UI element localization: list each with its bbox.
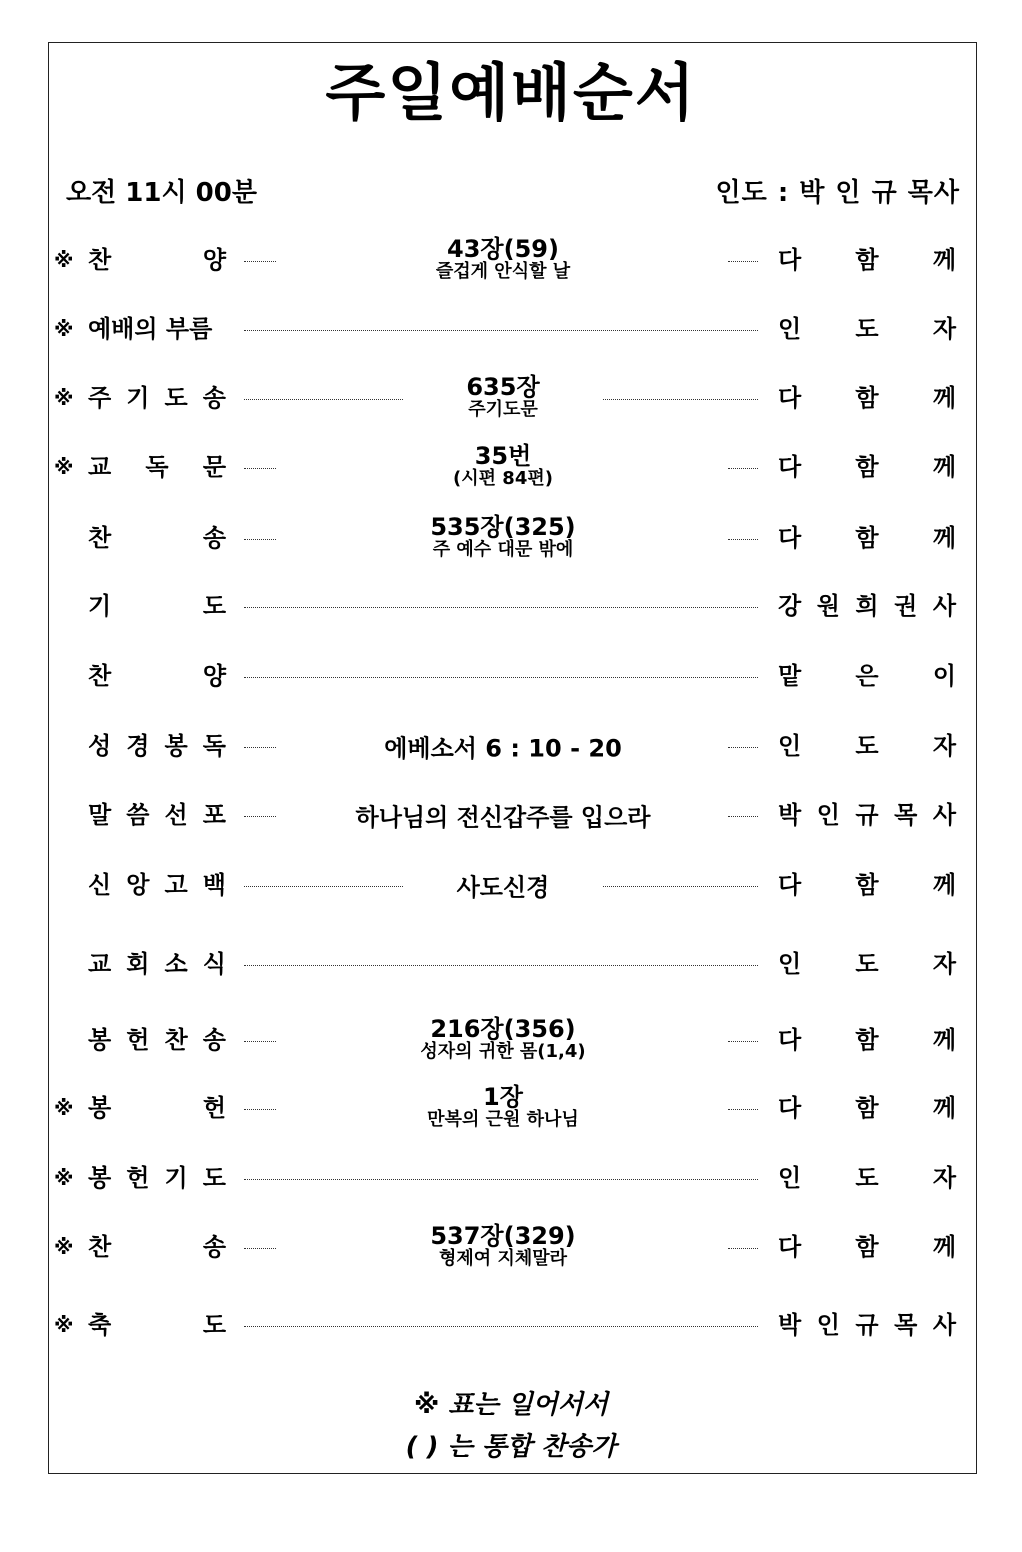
row-content [427,1085,579,1131]
leader-dots-left [244,539,276,540]
row-label-char: 헌 [126,1026,150,1054]
row-person-char: 목 [894,1311,918,1339]
row-person-char: 은 [855,662,879,690]
row-person [778,664,956,688]
leader-dots-right [728,816,758,817]
row-label-char: 헌 [126,1164,150,1192]
row-label-char: 축 [88,1311,112,1339]
row-content [356,798,651,833]
leader-dots-left [244,1041,276,1042]
row-person [778,317,956,341]
row-person [778,594,956,618]
row-label-char: 씀 [126,801,150,829]
row-label-char: 백 [202,871,226,899]
row-label-char: 찬 [88,246,112,274]
row-person-char: 다 [778,1233,802,1261]
row-label [88,952,226,976]
standing-mark: ※ [54,455,74,479]
row-label-char: 도 [202,592,226,620]
row-content-sub: 즐겁게 안식할 날 [435,261,571,283]
row-person-char: 맡 [778,662,802,690]
standing-mark: ※ [54,1313,74,1337]
row-person [778,1028,956,1052]
leader-dots-right [728,1041,758,1042]
row-person-char: 자 [932,315,956,343]
leader-dots-right [728,261,758,262]
row-content [436,237,570,283]
row-label [88,248,226,272]
row-label-char: 고 [164,871,188,899]
row-label-char: 봉 [88,1164,112,1192]
row-content-main: 216장(356) [430,1015,576,1044]
leader-dots-left [244,747,276,748]
row-person-char: 박 [778,801,802,829]
row-person-char: 다 [778,524,802,552]
row-content [420,1017,585,1063]
row-content-main: 537장(329) [430,1222,576,1251]
row-person-char: 사 [932,592,956,620]
row-person-char: 도 [855,1164,879,1192]
row-label-char: 도 [164,384,188,412]
row-person [778,1313,956,1337]
row-person [778,873,956,897]
row-content-main: 사도신경 [456,873,550,902]
leader-dots-right [603,399,758,400]
row-label-char: 교 [88,950,112,978]
row-person-char: 함 [855,453,879,481]
row-label-char: 봉 [164,732,188,760]
standing-mark: ※ [54,248,74,272]
leader-dots-left [244,399,403,400]
row-person-char: 함 [855,871,879,899]
row-label-char: 양 [202,246,226,274]
row-person-char: 규 [855,1311,879,1339]
row-person-char: 원 [816,592,840,620]
standing-mark: ※ [54,1235,74,1259]
row-label [88,873,226,897]
row-person [778,803,956,827]
row-person-char: 강 [778,592,802,620]
row-person-char: 께 [932,384,956,412]
row-label-char: 기 [88,592,112,620]
row-label-char: 송 [202,1233,226,1261]
row-label [88,594,226,618]
standing-mark: ※ [54,1166,74,1190]
row-person-char: 도 [855,950,879,978]
row-person [778,952,956,976]
leader-dots-right [728,1109,758,1110]
row-label-char: 소 [164,950,188,978]
row-person-char: 인 [816,1311,840,1339]
row-person-char: 인 [778,950,802,978]
row-person-char: 께 [932,1233,956,1261]
row-person [778,1235,956,1259]
leader-dots-left [244,1109,276,1110]
row-label-char: 말 [88,801,112,829]
row-content [466,375,539,421]
row-person [778,248,956,272]
row-label-char: 송 [202,1026,226,1054]
row-person-char: 함 [855,246,879,274]
row-label [88,1313,226,1337]
standing-mark: ※ [54,317,74,341]
footer-hymnal-note: ( ) 는 통합 찬송가 [405,1432,617,1462]
leader-dots-right [728,468,758,469]
row-person-char: 함 [855,1233,879,1261]
row-person [778,734,956,758]
row-label [88,1096,226,1120]
row-content-sub: 주 예수 대문 밖에 [432,539,574,561]
row-label [88,386,226,410]
row-content-main: 에베소서 6 : 10 - 20 [384,734,622,763]
row-person-char: 사 [932,1311,956,1339]
row-person-char: 인 [778,1164,802,1192]
row-person [778,386,956,410]
row-label-char: 봉 [88,1026,112,1054]
row-person [778,455,956,479]
row-label-char: 양 [202,662,226,690]
row-label [88,455,226,479]
row-label-char: 신 [88,871,112,899]
row-label-char: 독 [202,732,226,760]
row-label-char: 찬 [88,1233,112,1261]
row-label [88,734,226,758]
footer-standing-note: ※ 표는 일어서서 [413,1390,609,1420]
row-person-char: 권 [894,592,918,620]
row-content-sub: 만복의 근원 하나님 [427,1109,579,1131]
row-person-char: 함 [855,384,879,412]
row-label-char: 봉 [88,1094,112,1122]
row-label-char: 문 [202,453,226,481]
row-label-char: 도 [202,1164,226,1192]
leader-dots-right [728,747,758,748]
page-title: 주일예배순서 [325,56,697,129]
row-label [88,664,226,688]
standing-mark: ※ [54,386,74,410]
row-label [88,317,226,341]
row-person-char: 인 [778,732,802,760]
row-label [88,1166,226,1190]
leader-dots [244,1326,758,1327]
row-person-char: 사 [932,801,956,829]
leader-dots [244,330,758,331]
row-label-char: 예배의 부름 [88,315,213,343]
row-person-char: 다 [778,453,802,481]
row-person-char: 다 [778,384,802,412]
leader-dots-left [244,468,276,469]
row-label-char: 포 [202,801,226,829]
row-person-char: 께 [932,1026,956,1054]
leader-dots [244,607,758,608]
row-content [457,868,550,903]
row-person-char: 께 [932,524,956,552]
leader-dots-right [728,1248,758,1249]
row-label-char: 앙 [126,871,150,899]
row-content-main: 535장(325) [430,513,576,542]
row-label-char: 교 [88,453,112,481]
row-person [778,1096,956,1120]
row-label-char: 기 [126,384,150,412]
row-person [778,1166,956,1190]
row-label-char: 식 [202,950,226,978]
row-label [88,526,226,550]
row-person-char: 자 [932,1164,956,1192]
row-person-char: 희 [855,592,879,620]
row-label-char: 찬 [88,662,112,690]
row-person-char: 인 [778,315,802,343]
standing-mark: ※ [54,1096,74,1120]
row-label-char: 회 [126,950,150,978]
row-label [88,1235,226,1259]
row-content-sub: 형제여 지체말라 [439,1248,567,1270]
leader-dots-left [244,1248,276,1249]
row-person-char: 께 [932,246,956,274]
leader-dots [244,1179,758,1180]
row-person-char: 도 [855,732,879,760]
row-label-char: 독 [145,453,169,481]
row-label-char: 도 [202,1311,226,1339]
row-content-main: 635장 [466,373,540,402]
row-label [88,1028,226,1052]
service-leader: 인도 : 박 인 규 목사 [715,178,960,208]
row-label-char: 경 [126,732,150,760]
row-content [384,729,622,764]
row-content-main: 35번 [474,442,532,471]
row-person-char: 다 [778,1026,802,1054]
row-content [430,1224,575,1270]
leader-dots [244,965,758,966]
row-label-char: 헌 [202,1094,226,1122]
row-label-char: 성 [88,732,112,760]
leader-dots-right [728,539,758,540]
row-person-char: 목 [894,801,918,829]
row-content-main: 하나님의 전신갑주를 입으라 [355,803,651,832]
row-person-char: 함 [855,1026,879,1054]
row-content [430,515,575,561]
row-label-char: 찬 [164,1026,188,1054]
row-content [453,444,553,490]
row-person-char: 함 [855,1094,879,1122]
row-person [778,526,956,550]
row-label-char: 선 [164,801,188,829]
row-content-main: 1장 [483,1083,523,1112]
row-person-char: 다 [778,1094,802,1122]
row-label-char: 송 [202,524,226,552]
row-person-char: 도 [855,315,879,343]
row-person-char: 께 [932,453,956,481]
row-person-char: 께 [932,871,956,899]
row-label-char: 찬 [88,524,112,552]
leader-dots-left [244,816,276,817]
row-person-char: 이 [932,662,956,690]
row-label [88,803,226,827]
row-label-char: 송 [202,384,226,412]
row-person-char: 인 [816,801,840,829]
row-content-main: 43장(59) [447,235,559,264]
service-time: 오전 11시 00분 [66,178,257,208]
row-person-char: 박 [778,1311,802,1339]
row-person-char: 께 [932,1094,956,1122]
leader-dots-left [244,261,276,262]
row-label-char: 기 [164,1164,188,1192]
leader-dots-right [603,886,758,887]
leader-dots [244,677,758,678]
row-content-sub: 성자의 귀한 몸(1,4) [420,1041,586,1063]
row-label-char: 주 [88,384,112,412]
row-person-char: 자 [932,732,956,760]
leader-dots-left [244,886,403,887]
row-person-char: 함 [855,524,879,552]
row-person-char: 규 [855,801,879,829]
row-person-char: 다 [778,871,802,899]
row-person-char: 다 [778,246,802,274]
row-content-sub: (시편 84편) [453,468,553,490]
row-person-char: 자 [932,950,956,978]
row-content-sub: 주기도문 [468,399,538,421]
